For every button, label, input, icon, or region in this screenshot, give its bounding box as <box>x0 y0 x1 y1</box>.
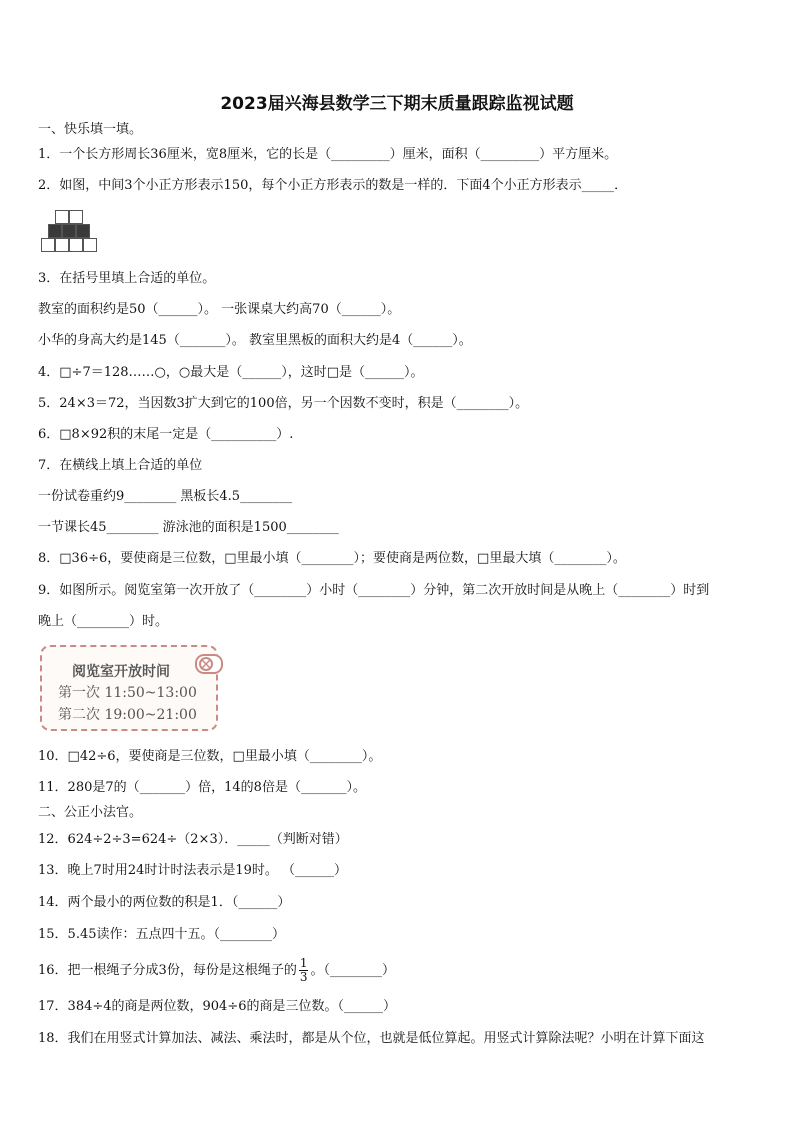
question-3: 3．在括号里填上合适的单位。 <box>38 271 216 286</box>
question-13: 13．晚上7时用24时计时法表示是19时。 （______） <box>38 863 348 878</box>
question-16-text: 16．把一根绳子分成3份，每份是这根绳子的 <box>38 963 297 978</box>
question-3-row-2: 小华的身高大约是145（_______）。 教室里黑板的面积大约是4（______）。 <box>38 333 472 348</box>
fraction-denominator: 3 <box>299 970 308 984</box>
question-2: 2．如图，中间3个小正方形表示150，每个小正方形表示的数是一样的．下面4个小正方形表示_____． <box>38 178 628 193</box>
question-5: 5．24×3＝72，当因数3扩大到它的100倍，另一个因数不变时，积是（________）。 <box>38 396 529 411</box>
card-title: 阅览室开放时间 <box>72 664 170 680</box>
question-9-continued: 晚上（________）时。 <box>38 614 169 629</box>
question-7-row-1: 一份试卷重约9________ 黑板长4.5________ <box>38 489 293 504</box>
question-15: 15．5.45读作：五点四十五。（________） <box>38 927 285 942</box>
square-blocks-figure <box>40 206 104 258</box>
question-7-row-2: 一节课长45________ 游泳池的面积是1500________ <box>38 520 339 535</box>
question-10: 10．□42÷6，要使商是三位数，□里最小填（________）。 <box>38 749 382 764</box>
question-3-row-1: 教室的面积约是50（______）。 一张课桌大约高70（______）。 <box>38 302 401 317</box>
question-16 <box>38 957 395 984</box>
question-6: 6．□8×92积的末尾一定是（__________）. <box>38 427 294 442</box>
question-8: 8．□36÷6，要使商是三位数，□里最小填（________）；要使商是两位数，□里最大填（________）。 <box>38 551 626 566</box>
card-row-first: 第一次 11:50~13:00 <box>58 685 197 701</box>
section-heading: 二、公正小法官。 <box>38 805 143 820</box>
question-18: 18．我们在用竖式计算加法、减法、乘法时，都是从个位，也就是低位算起。用竖式计算除法呢？小明在计算下面这 <box>38 1031 705 1046</box>
question-7: 7．在横线上填上合适的单位 <box>38 458 203 473</box>
question-16-answer: 。（________） <box>310 963 395 978</box>
fraction-numerator: 1 <box>299 956 308 970</box>
projector-icon <box>192 649 228 679</box>
question-1: 1．一个长方形周长36厘米，宽8厘米，它的长是（_________）厘米，面积（_________）平方厘米。 <box>38 147 618 162</box>
question-4: 4．□÷7＝128……○，○最大是（______），这时□是（______）。 <box>38 365 424 380</box>
section-heading: 一、快乐填一填。 <box>38 122 143 137</box>
question-12: 12．624÷2÷3=624÷（2×3）．_____（判断对错） <box>38 832 348 847</box>
question-11: 11．280是7的（_______）倍，14的8倍是（_______）。 <box>38 780 366 795</box>
page-title: 2023届兴海县数学三下期末质量跟踪监视试题 <box>220 94 574 114</box>
reading-room-hours-card <box>40 645 218 731</box>
question-17: 17．384÷4的商是两位数，904÷6的商是三位数。（______） <box>38 999 396 1014</box>
question-9: 9．如图所示。阅览室第一次开放了（________）小时（________）分钟，第二次开放时间是从晚上（________）时到 <box>38 583 710 598</box>
question-14: 14．两个最小的两位数的积是1．（______） <box>38 895 291 910</box>
card-row-second: 第二次 19:00~21:00 <box>58 707 197 723</box>
fraction <box>299 957 309 984</box>
